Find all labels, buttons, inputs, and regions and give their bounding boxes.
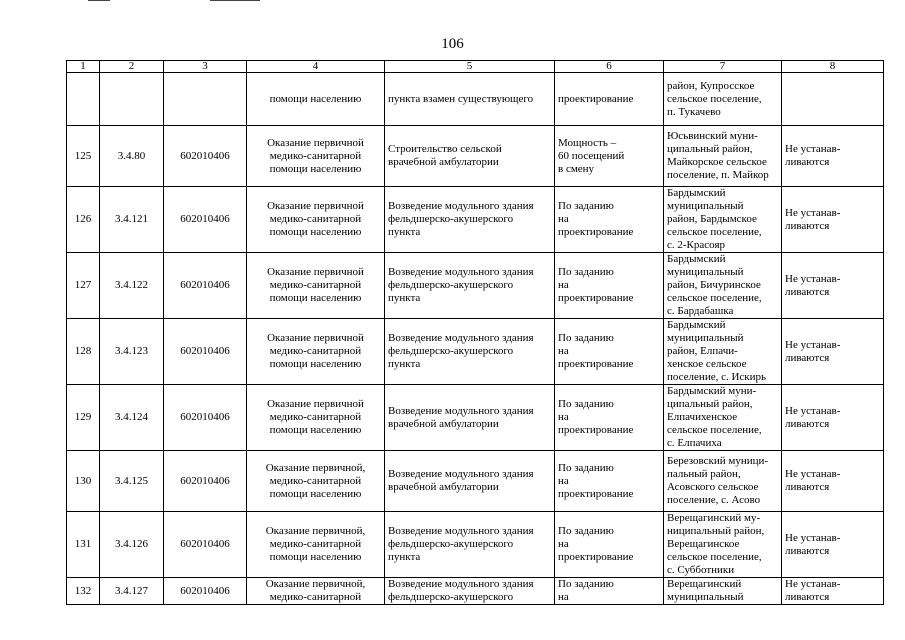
header-cell: 7 bbox=[664, 61, 782, 73]
cell-line: Юсьвинский муни- bbox=[667, 130, 758, 142]
note-cell bbox=[782, 385, 884, 451]
row-number bbox=[67, 73, 100, 126]
cell-line: Оказание первичной bbox=[267, 200, 364, 212]
cell-line: Елпачихенское bbox=[667, 411, 738, 423]
cell-line: Не устанав- bbox=[785, 272, 841, 285]
note-cell bbox=[782, 451, 884, 512]
location-cell bbox=[664, 126, 782, 187]
object-cell bbox=[385, 73, 555, 126]
row-number: 129 bbox=[67, 385, 100, 451]
scan-mark-right bbox=[210, 0, 260, 1]
object-cell bbox=[385, 126, 555, 187]
item-code: 3.4.80 bbox=[100, 126, 164, 187]
cell-line: Возведение модульного здания bbox=[388, 404, 534, 417]
registry-table bbox=[66, 60, 884, 605]
cell-line: фельдшерско-акушерского bbox=[388, 345, 514, 357]
cell-line: помощи населению bbox=[269, 487, 362, 500]
item-code: 3.4.127 bbox=[100, 578, 164, 605]
cell-line: По заданию bbox=[558, 461, 614, 474]
capacity-cell bbox=[555, 512, 664, 578]
object-cell bbox=[385, 578, 555, 605]
item-code: 3.4.122 bbox=[100, 253, 164, 319]
cell-line: проектирование bbox=[558, 292, 634, 304]
cell-line: Оказание первичной bbox=[267, 266, 364, 278]
cell-line: Майкорское сельское bbox=[667, 156, 767, 168]
budget-code: 602010406 bbox=[164, 385, 247, 451]
note-cell bbox=[782, 578, 884, 605]
budget-code: 602010406 bbox=[164, 451, 247, 512]
cell-line: 60 посещений bbox=[558, 149, 625, 162]
note-cell bbox=[782, 319, 884, 385]
cell-line: муниципальный bbox=[667, 332, 744, 344]
cell-line: ливаются bbox=[785, 417, 830, 430]
note-cell bbox=[782, 253, 884, 319]
table-row bbox=[67, 512, 884, 578]
capacity-cell bbox=[555, 385, 664, 451]
cell-line: врачебной амбулатории bbox=[388, 417, 499, 430]
cell-line: на bbox=[558, 345, 569, 357]
cell-line: на bbox=[558, 411, 569, 423]
page-number: 106 bbox=[441, 36, 464, 52]
header-cell: 5 bbox=[385, 61, 555, 73]
header-cell: 8 bbox=[782, 61, 884, 73]
capacity-cell bbox=[555, 187, 664, 253]
capacity-cell bbox=[555, 319, 664, 385]
table-row bbox=[67, 451, 884, 512]
cell-line: медико-санитарной bbox=[269, 149, 362, 162]
header-cell: 1 bbox=[67, 61, 100, 73]
header-cell: 3 bbox=[164, 61, 247, 73]
cell-line: Возведение модульного здания bbox=[388, 332, 534, 344]
capacity-cell bbox=[555, 253, 664, 319]
cell-line: на bbox=[558, 538, 569, 550]
cell-line: Не устанав- bbox=[785, 206, 841, 219]
cell-line: Асовского сельское bbox=[667, 481, 759, 493]
cell-line: с. 2-Красояр bbox=[667, 239, 725, 251]
cell-line: Не устанав- bbox=[785, 531, 841, 544]
location-cell bbox=[664, 451, 782, 512]
capacity-cell bbox=[555, 451, 664, 512]
cell-line: с. Елпачиха bbox=[667, 437, 722, 449]
cell-line: Не устанав- bbox=[785, 578, 841, 590]
location-cell bbox=[664, 512, 782, 578]
cell-line: Оказание первичной, bbox=[265, 578, 366, 590]
item-code: 3.4.123 bbox=[100, 319, 164, 385]
budget-code: 602010406 bbox=[164, 126, 247, 187]
cell-line: проектирование bbox=[558, 487, 634, 500]
cell-line: на bbox=[558, 474, 569, 487]
activity-cell bbox=[247, 578, 385, 605]
cell-line: помощи населению bbox=[269, 92, 362, 105]
header-cell: 6 bbox=[555, 61, 664, 73]
location-cell bbox=[664, 319, 782, 385]
budget-code: 602010406 bbox=[164, 319, 247, 385]
scan-mark-left bbox=[88, 0, 110, 1]
cell-line: медико-санитарной bbox=[269, 591, 362, 603]
cell-line: врачебной амбулатории bbox=[388, 481, 499, 493]
cell-line: Верещагинский bbox=[667, 578, 742, 590]
budget-code bbox=[164, 73, 247, 126]
cell-line: фельдшерско-акушерского bbox=[388, 279, 514, 291]
cell-line: с. Субботники bbox=[667, 564, 735, 576]
cell-line: Березовский муници- bbox=[667, 455, 769, 467]
activity-cell bbox=[247, 512, 385, 578]
cell-line: Возведение модульного здания bbox=[388, 578, 534, 590]
cell-line: проектирование bbox=[558, 358, 634, 370]
object-cell bbox=[385, 319, 555, 385]
cell-line: помощи населению bbox=[269, 162, 362, 175]
capacity-cell bbox=[555, 578, 664, 605]
cell-line: Возведение модульного здания bbox=[388, 468, 534, 480]
capacity-cell bbox=[555, 126, 664, 187]
activity-cell bbox=[247, 187, 385, 253]
cell-line: муниципальный bbox=[667, 200, 744, 212]
cell-line: ливаются bbox=[785, 285, 830, 298]
cell-line: поселение, с. Искирь bbox=[667, 371, 767, 383]
cell-line: Бардымский bbox=[667, 253, 726, 265]
table-row bbox=[67, 73, 884, 126]
cell-line: район, Бичуринское bbox=[667, 279, 761, 291]
cell-line: Бардымский муни- bbox=[667, 385, 757, 397]
cell-line: Оказание первичной bbox=[267, 332, 364, 344]
cell-line: помощи населению bbox=[269, 292, 362, 304]
cell-line: сельское поселение, bbox=[667, 92, 762, 105]
cell-line: По заданию bbox=[558, 398, 614, 410]
budget-code: 602010406 bbox=[164, 253, 247, 319]
activity-cell bbox=[247, 253, 385, 319]
cell-line: медико-санитарной bbox=[269, 213, 362, 225]
cell-line: Верещагинское bbox=[667, 538, 740, 550]
cell-line: ливаются bbox=[785, 481, 830, 493]
cell-line: Возведение модульного здания bbox=[388, 200, 534, 212]
object-cell bbox=[385, 253, 555, 319]
cell-line: ливаются bbox=[785, 544, 830, 557]
cell-line: ципальный район, bbox=[667, 143, 753, 155]
cell-line: Оказание первичной, bbox=[265, 525, 366, 537]
cell-line: пункта bbox=[388, 226, 421, 238]
cell-line: Бардымский bbox=[667, 187, 726, 199]
activity-cell bbox=[247, 451, 385, 512]
cell-line: проектирование bbox=[558, 424, 634, 436]
cell-line: пункта взамен существующего bbox=[388, 92, 534, 105]
cell-line: помощи населению bbox=[269, 424, 362, 436]
cell-line: пункта bbox=[388, 551, 421, 563]
cell-line: муниципальный bbox=[667, 591, 744, 603]
cell-line: на bbox=[558, 279, 569, 291]
item-code bbox=[100, 73, 164, 126]
cell-line: ливаются bbox=[785, 591, 830, 603]
cell-line: помощи населению bbox=[269, 551, 362, 563]
header-row bbox=[67, 61, 884, 73]
cell-line: сельское поселение, bbox=[667, 292, 762, 304]
capacity-cell bbox=[555, 73, 664, 126]
cell-line: Мощность – bbox=[558, 136, 617, 149]
location-cell bbox=[664, 385, 782, 451]
note-cell bbox=[782, 187, 884, 253]
cell-line: фельдшерско-акушерского bbox=[388, 591, 514, 603]
cell-line: Верещагинский му- bbox=[667, 512, 761, 524]
cell-line: поселение, с. Асово bbox=[667, 494, 761, 506]
cell-line: медико-санитарной bbox=[269, 538, 362, 550]
location-cell bbox=[664, 578, 782, 605]
cell-line: Не устанав- bbox=[785, 338, 841, 351]
cell-line: медико-санитарной bbox=[269, 411, 362, 423]
cell-line: в смену bbox=[558, 162, 595, 175]
cell-line: Оказание первичной bbox=[267, 398, 364, 410]
cell-line: Не устанав- bbox=[785, 404, 841, 417]
table-row bbox=[67, 385, 884, 451]
table-row bbox=[67, 187, 884, 253]
row-number: 131 bbox=[67, 512, 100, 578]
table-row bbox=[67, 253, 884, 319]
cell-line: Строительство сельской bbox=[388, 143, 502, 155]
cell-line: По заданию bbox=[558, 332, 614, 344]
cell-line: По заданию bbox=[558, 525, 614, 537]
cell-line: врачебной амбулатории bbox=[388, 156, 499, 168]
object-cell bbox=[385, 187, 555, 253]
item-code: 3.4.125 bbox=[100, 451, 164, 512]
cell-line: Не устанав- bbox=[785, 468, 841, 480]
cell-line: ливаются bbox=[785, 351, 830, 364]
cell-line: фельдшерско-акушерского bbox=[388, 213, 514, 225]
cell-line: район, Елпачи- bbox=[667, 345, 738, 357]
object-cell bbox=[385, 512, 555, 578]
note-cell bbox=[782, 73, 884, 126]
cell-line: сельское поселение, bbox=[667, 424, 762, 436]
budget-code: 602010406 bbox=[164, 187, 247, 253]
item-code: 3.4.121 bbox=[100, 187, 164, 253]
cell-line: ливаются bbox=[785, 219, 830, 232]
cell-line: ливаются bbox=[785, 156, 830, 168]
location-cell bbox=[664, 73, 782, 126]
table-row bbox=[67, 578, 884, 605]
location-cell bbox=[664, 187, 782, 253]
cell-line: пальный район, bbox=[667, 468, 741, 480]
row-number: 127 bbox=[67, 253, 100, 319]
activity-cell bbox=[247, 73, 385, 126]
cell-line: помощи населению bbox=[269, 226, 362, 238]
cell-line: фельдшерско-акушерского bbox=[388, 538, 514, 550]
row-number: 128 bbox=[67, 319, 100, 385]
cell-line: Оказание первичной bbox=[267, 136, 364, 149]
note-cell bbox=[782, 126, 884, 187]
cell-line: помощи населению bbox=[269, 358, 362, 370]
cell-line: По заданию bbox=[558, 578, 614, 590]
cell-line: проектирование bbox=[558, 226, 634, 238]
row-number: 132 bbox=[67, 578, 100, 605]
row-number: 130 bbox=[67, 451, 100, 512]
activity-cell bbox=[247, 385, 385, 451]
row-number: 126 bbox=[67, 187, 100, 253]
budget-code: 602010406 bbox=[164, 512, 247, 578]
cell-line: проектирование bbox=[558, 551, 634, 563]
cell-line: поселение, п. Майкор bbox=[667, 169, 769, 181]
cell-line: ципальный район, bbox=[667, 398, 753, 410]
cell-line: медико-санитарной bbox=[269, 279, 362, 291]
header-cell: 2 bbox=[100, 61, 164, 73]
item-code: 3.4.126 bbox=[100, 512, 164, 578]
activity-cell bbox=[247, 126, 385, 187]
cell-line: ниципальный район, bbox=[667, 525, 765, 537]
object-cell bbox=[385, 451, 555, 512]
cell-line: медико-санитарной bbox=[269, 345, 362, 357]
cell-line: Оказание первичной, bbox=[265, 461, 366, 474]
cell-line: на bbox=[558, 591, 569, 603]
budget-code: 602010406 bbox=[164, 578, 247, 605]
cell-line: с. Бардабашка bbox=[667, 305, 734, 317]
cell-line: Возведение модульного здания bbox=[388, 525, 534, 537]
cell-line: сельское поселение, bbox=[667, 551, 762, 563]
row-number: 125 bbox=[67, 126, 100, 187]
cell-line: Возведение модульного здания bbox=[388, 266, 534, 278]
cell-line: район, Купросское bbox=[667, 79, 755, 92]
cell-line: Бардымский bbox=[667, 319, 726, 331]
cell-line: медико-санитарной bbox=[269, 474, 362, 487]
cell-line: проектирование bbox=[558, 92, 634, 105]
cell-line: По заданию bbox=[558, 200, 614, 212]
cell-line: район, Бардымское bbox=[667, 213, 757, 225]
cell-line: на bbox=[558, 213, 569, 225]
cell-line: хенское сельское bbox=[667, 358, 747, 370]
table-row bbox=[67, 319, 884, 385]
location-cell bbox=[664, 253, 782, 319]
object-cell bbox=[385, 385, 555, 451]
cell-line: пункта bbox=[388, 358, 421, 370]
cell-line: сельское поселение, bbox=[667, 226, 762, 238]
cell-line: пункта bbox=[388, 292, 421, 304]
item-code: 3.4.124 bbox=[100, 385, 164, 451]
cell-line: муниципальный bbox=[667, 266, 744, 278]
cell-line: п. Тукачево bbox=[667, 105, 721, 118]
table-row bbox=[67, 126, 884, 187]
cell-line: Не устанав- bbox=[785, 143, 841, 155]
activity-cell bbox=[247, 319, 385, 385]
cell-line: По заданию bbox=[558, 266, 614, 278]
header-cell: 4 bbox=[247, 61, 385, 73]
note-cell bbox=[782, 512, 884, 578]
